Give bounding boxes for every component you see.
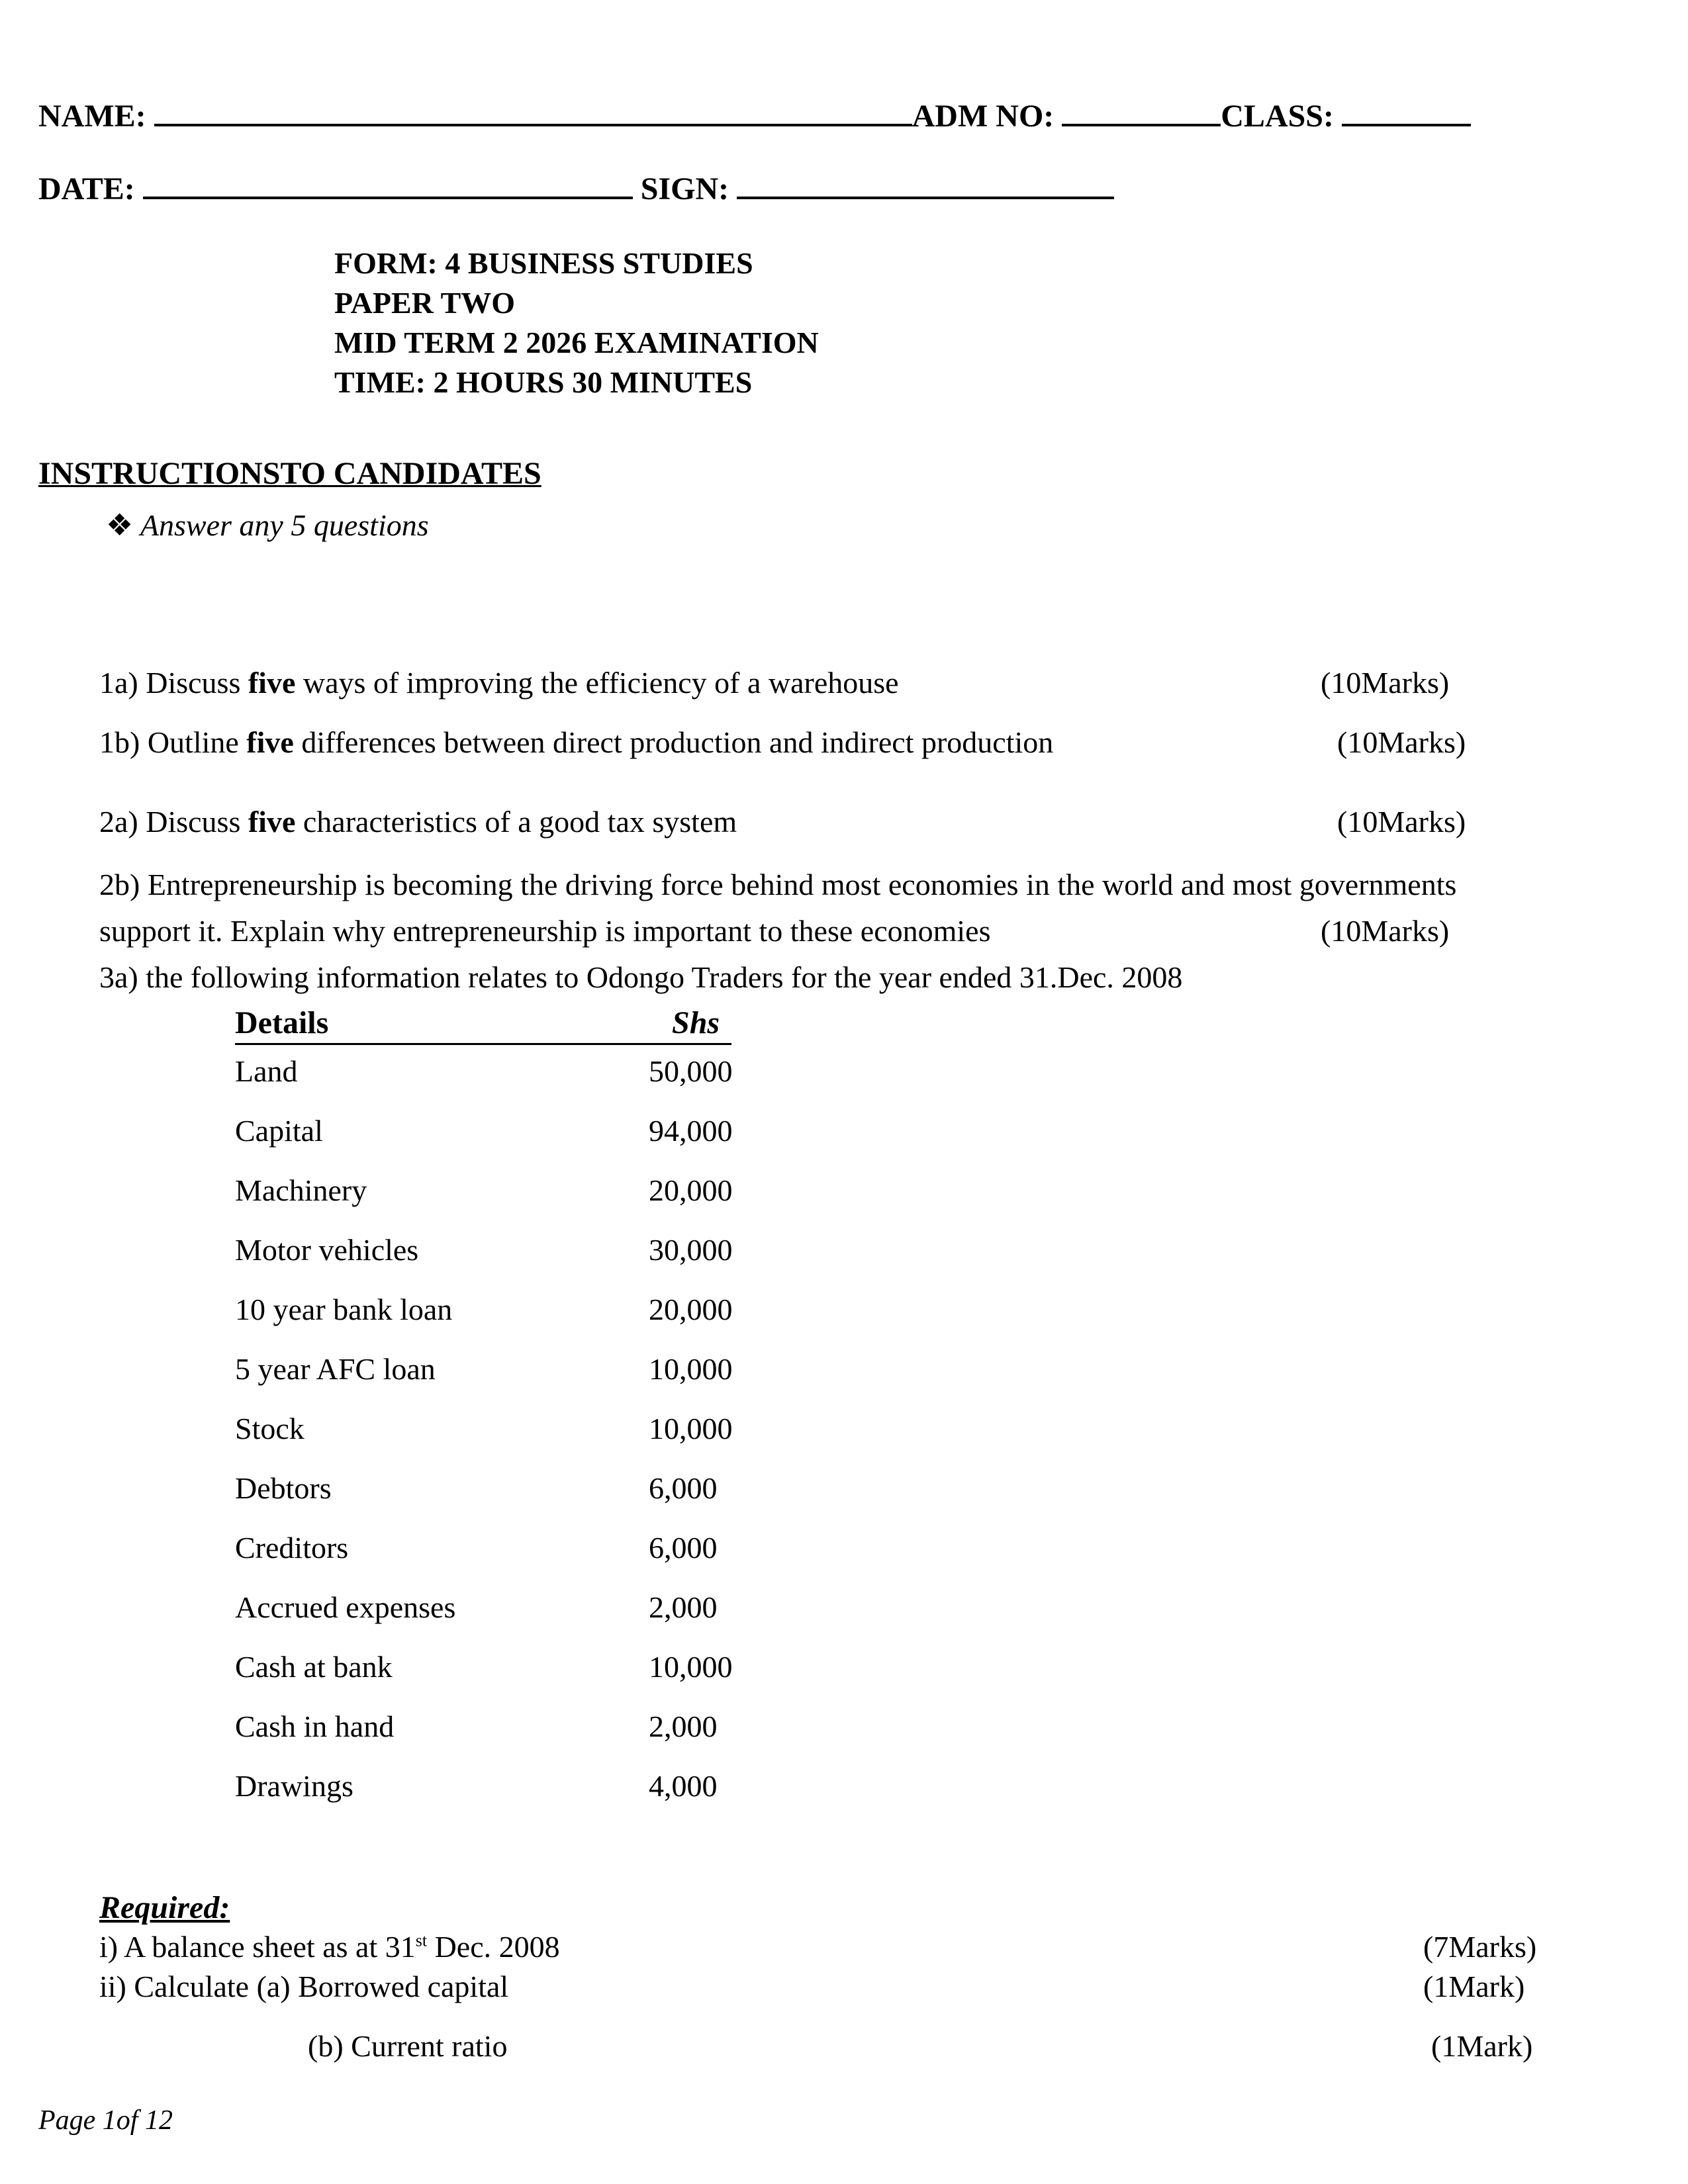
row-label: Land	[235, 1054, 298, 1088]
instruction-item	[106, 507, 429, 543]
column-details: Details	[235, 1005, 329, 1040]
sign-label: SIGN:	[640, 171, 729, 206]
required-item-ii: ii) Calculate (a) Borrowed capital	[99, 1970, 509, 2003]
class-label: CLASS:	[1221, 99, 1334, 134]
question-1b	[99, 725, 1053, 760]
table-row	[235, 1292, 452, 1327]
row-label: Creditors	[235, 1531, 349, 1565]
q1a-prefix: 1a) Discuss	[99, 666, 248, 700]
row-value: 50,000	[649, 1054, 733, 1088]
table-row	[235, 1590, 455, 1625]
row-label: Motor vehicles	[235, 1233, 419, 1267]
table-row	[235, 1768, 353, 1803]
row-label: Stock	[235, 1412, 305, 1445]
required-item-iib: (b) Current ratio	[308, 2029, 508, 2063]
q1a-marks: (10Marks)	[1321, 666, 1450, 700]
table-header	[235, 1005, 731, 1045]
q1b-marks: (10Marks)	[1337, 725, 1466, 759]
class-blank[interactable]	[1342, 99, 1471, 126]
row-label: 5 year AFC loan	[235, 1352, 436, 1386]
name-label: NAME:	[38, 99, 146, 134]
name-row	[38, 98, 1471, 134]
req-ii-marks: (1Mark)	[1423, 1970, 1525, 2003]
q1b-bold: five	[246, 725, 294, 759]
date-blank[interactable]	[143, 171, 633, 199]
title-time: TIME: 2 HOURS 30 MINUTES	[334, 365, 753, 399]
q2a-prefix: 2a) Discuss	[99, 805, 248, 839]
table-row	[235, 1054, 298, 1089]
question-1a	[99, 665, 899, 700]
table-row	[235, 1411, 305, 1446]
q2b-marks: (10Marks)	[1321, 914, 1450, 948]
table-row	[235, 1709, 394, 1744]
row-value: 94,000	[649, 1114, 733, 1148]
row-label: Debtors	[235, 1471, 332, 1505]
required-heading: Required:	[99, 1890, 230, 1925]
row-label: Cash in hand	[235, 1709, 395, 1743]
row-value: 10,000	[649, 1352, 733, 1386]
adm-label: ADM NO:	[912, 99, 1055, 134]
table-row	[235, 1471, 332, 1506]
q1a-text: ways of improving the efficiency of a warehouse	[295, 666, 899, 700]
req-i-marks: (7Marks)	[1423, 1930, 1537, 1964]
q1a-bold: five	[248, 666, 296, 700]
adm-blank[interactable]	[1062, 99, 1221, 126]
required-item-i	[99, 1929, 560, 1964]
row-label: Drawings	[235, 1769, 353, 1803]
q2a-marks: (10Marks)	[1337, 805, 1466, 839]
q2a-bold: five	[248, 805, 296, 839]
column-shs: Shs	[672, 1005, 720, 1040]
row-value: 30,000	[649, 1233, 733, 1267]
instruction-text: Answer any 5 questions	[140, 508, 429, 542]
row-value: 10,000	[649, 1412, 733, 1445]
row-label: 10 year bank loan	[235, 1293, 453, 1326]
table-row	[235, 1530, 348, 1565]
req-i-post: Dec. 2008	[427, 1930, 560, 1964]
table-row	[235, 1173, 367, 1208]
date-label: DATE:	[38, 171, 135, 206]
row-label: Accrued expenses	[235, 1590, 456, 1624]
req-iib-marks: (1Mark)	[1431, 2029, 1533, 2063]
req-i-sup: st	[415, 1931, 428, 1950]
row-label: Cash at bank	[235, 1650, 393, 1684]
row-value: 6,000	[649, 1471, 718, 1505]
req-i-text: i) A balance sheet as at 31	[99, 1930, 416, 1964]
row-value: 6,000	[649, 1531, 718, 1565]
title-paper: PAPER TWO	[334, 286, 516, 320]
name-blank[interactable]	[154, 99, 912, 126]
row-value: 20,000	[649, 1173, 733, 1207]
q3a-text: 3a) the following information relates to Odongo Traders for the year ended 31.Dec. 2008	[99, 960, 1183, 994]
q2b-line2: support it. Explain why entrepreneurship is important to these economies	[99, 914, 991, 948]
q2a-text: characteristics of a good tax system	[295, 805, 737, 839]
table-row	[235, 1351, 436, 1387]
row-label: Capital	[235, 1114, 323, 1148]
title-subject: FORM: 4 BUSINESS STUDIES	[334, 246, 753, 280]
date-row	[38, 171, 1114, 207]
q1b-text: differences between direct production and indirect production	[293, 725, 1054, 759]
instructions-heading: INSTRUCTIONSTO CANDIDATES	[38, 456, 541, 491]
table-row	[235, 1649, 393, 1684]
row-value: 10,000	[649, 1650, 733, 1684]
bullet-icon: ❖	[106, 508, 134, 542]
q1b-prefix: 1b) Outline	[99, 725, 247, 759]
row-value: 2,000	[649, 1709, 718, 1743]
table-row	[235, 1113, 323, 1148]
question-2a	[99, 804, 737, 839]
row-value: 4,000	[649, 1769, 718, 1803]
table-row	[235, 1232, 418, 1267]
q2b-line1: 2b) Entrepreneurship is becoming the driving force behind most economies in the world and most governments	[99, 868, 1457, 901]
exam-title-block	[334, 244, 819, 402]
row-value: 2,000	[649, 1590, 718, 1624]
page-number: Page 1of 12	[38, 2105, 173, 2136]
row-value: 20,000	[649, 1293, 733, 1326]
sign-blank[interactable]	[737, 171, 1114, 199]
row-label: Machinery	[235, 1173, 367, 1207]
title-exam: MID TERM 2 2026 EXAMINATION	[334, 326, 819, 359]
